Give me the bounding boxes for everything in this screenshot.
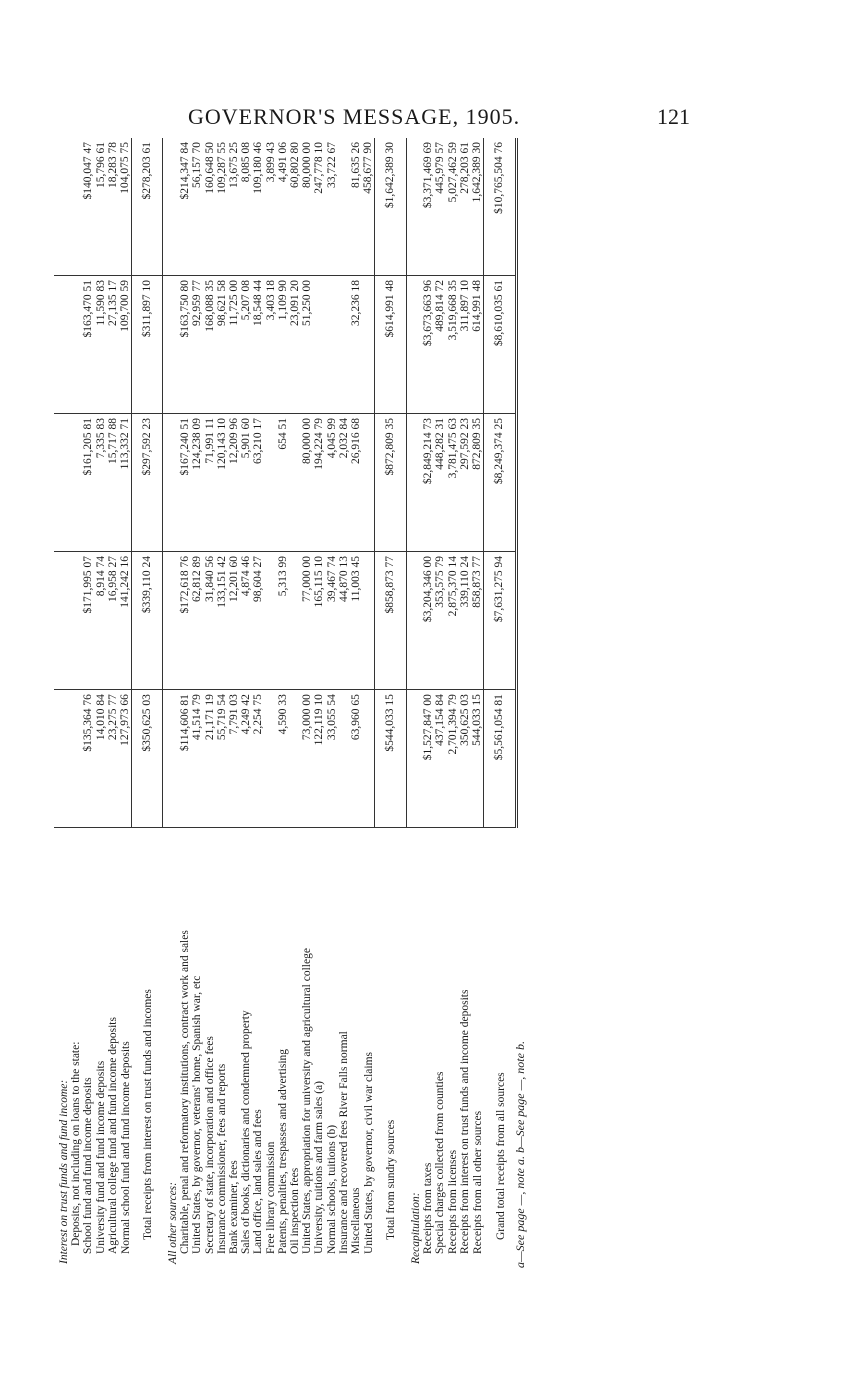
row-value: 56,157 70 — [191, 138, 203, 275]
row-value: 445,979 57 — [434, 138, 446, 275]
row-value: 3,519,668 35 — [447, 275, 459, 413]
row-label: Receipts from all other sources — [471, 1110, 484, 1254]
table-row — [119, 138, 132, 1268]
row-label: Receipts from licenses — [446, 1149, 459, 1254]
row-value: 350,625 03 — [459, 690, 471, 828]
row-value: $161,205 81 — [82, 414, 94, 552]
row-value: $214,347 84 — [179, 138, 191, 275]
row-value: 4,045 99 — [326, 414, 338, 552]
row-value: 124,238 09 — [191, 414, 203, 552]
table-row — [107, 138, 119, 1268]
row-value: 27,135 17 — [107, 275, 119, 413]
row-value: 41,514 79 — [191, 690, 203, 828]
table-row — [301, 138, 313, 1268]
total-value: $872,809 35 — [375, 414, 406, 552]
total-value: $8,610,035 61 — [484, 275, 516, 413]
row-value: 127,973 66 — [119, 690, 132, 828]
table-row — [289, 138, 301, 1268]
total-value: $10,765,504 76 — [484, 138, 516, 275]
row-value — [70, 414, 82, 552]
page-number: 121 — [657, 104, 690, 129]
row-value: 7,335 83 — [95, 414, 107, 552]
row-value: 3,899 43 — [265, 138, 277, 275]
row-value: 4,874 46 — [240, 552, 252, 690]
row-value: 11,725 00 — [228, 275, 240, 413]
row-value: 247,778 10 — [313, 138, 325, 275]
table-row — [277, 138, 289, 1268]
row-value: $135,364 76 — [82, 690, 94, 828]
row-value: 80,000 00 — [301, 138, 313, 275]
row-value: 2,032 84 — [338, 414, 350, 552]
table-row — [240, 138, 252, 1268]
table-row — [95, 138, 107, 1268]
empty-cell — [406, 552, 422, 690]
row-value: 160,648 50 — [204, 138, 216, 275]
table-row — [350, 138, 362, 1268]
row-value — [362, 552, 375, 690]
total-label: Total from sundry sources — [384, 1119, 397, 1240]
row-value: 4,491 06 — [277, 138, 289, 275]
row-value: 80,000 00 — [301, 414, 313, 552]
row-value: 278,203 61 — [459, 138, 471, 275]
row-label: Land office, land sales and fees — [252, 1109, 265, 1254]
table-row — [422, 138, 434, 1268]
row-value: 15,796 61 — [95, 138, 107, 275]
section-heading-row — [406, 138, 422, 1268]
row-value: 13,675 25 — [228, 138, 240, 275]
section-heading-row — [54, 138, 70, 1268]
row-value: 5,027,462 59 — [447, 138, 459, 275]
row-value: 7,791 03 — [228, 690, 240, 828]
row-value — [313, 275, 325, 413]
row-value — [362, 275, 375, 413]
row-label: Free library commission — [264, 1141, 277, 1254]
row-value: 18,548 44 — [252, 275, 264, 413]
row-value: 62,812 89 — [191, 552, 203, 690]
row-label: Normal school fund and fund income deposits — [119, 1041, 132, 1254]
row-value: 104,075 75 — [119, 138, 132, 275]
total-value: $1,642,389 30 — [375, 138, 406, 275]
row-value: 71,991 11 — [204, 414, 216, 552]
row-label: Miscellaneous — [349, 1187, 362, 1254]
row-value: 21,171 19 — [204, 690, 216, 828]
row-value — [289, 690, 301, 828]
row-value: 12,201 60 — [228, 552, 240, 690]
row-value: 2,254 75 — [252, 690, 264, 828]
row-value: 4,249 42 — [240, 690, 252, 828]
total-value: $858,873 77 — [375, 552, 406, 690]
row-value: 5,313 99 — [277, 552, 289, 690]
row-value: 194,224 79 — [313, 414, 325, 552]
row-value: $114,606 81 — [179, 690, 191, 828]
row-value: 14,010 84 — [95, 690, 107, 828]
row-value: 92,959 77 — [191, 275, 203, 413]
row-value: 55,719 54 — [216, 690, 228, 828]
total-value: $8,249,374 25 — [484, 414, 516, 552]
row-label: Insurance commissioner, fees and reports — [215, 1063, 228, 1254]
total-value: $614,991 48 — [375, 275, 406, 413]
row-label: Bank examiner, fees — [227, 1160, 240, 1254]
total-row — [375, 138, 406, 1268]
row-value: 3,403 18 — [265, 275, 277, 413]
row-value: 12,209 96 — [228, 414, 240, 552]
row-label: Sales of books, dictionaries and condemned property — [240, 1010, 253, 1254]
row-value: 448,282 31 — [434, 414, 446, 552]
row-label: Receipts from taxes — [422, 1162, 435, 1254]
row-value: 133,151 42 — [216, 552, 228, 690]
row-value: 60,802 80 — [289, 138, 301, 275]
row-value: 63,210 17 — [252, 414, 264, 552]
row-value: 5,207 08 — [240, 275, 252, 413]
row-value — [70, 690, 82, 828]
row-value: 109,700 59 — [119, 275, 132, 413]
row-value: 39,467 74 — [326, 552, 338, 690]
empty-cell — [54, 138, 70, 275]
table-row — [252, 138, 264, 1268]
row-label: Oil inspection fees — [288, 1167, 301, 1254]
running-title: GOVERNOR'S MESSAGE, 1905. — [188, 104, 521, 129]
table-row — [70, 138, 82, 1268]
row-value: $140,047 47 — [82, 138, 94, 275]
table-row — [326, 138, 338, 1268]
table-row — [191, 138, 203, 1268]
row-value: 165,115 10 — [313, 552, 325, 690]
row-value — [265, 414, 277, 552]
total-value: $278,203 61 — [132, 138, 163, 275]
table-row — [471, 138, 484, 1268]
total-row — [484, 138, 516, 1268]
table-row — [216, 138, 228, 1268]
row-value — [362, 414, 375, 552]
row-value: 51,250 00 — [301, 275, 313, 413]
row-value: 44,870 13 — [338, 552, 350, 690]
row-value: $163,750 80 — [179, 275, 191, 413]
section-heading: Recapitulation: — [410, 1192, 423, 1264]
row-value: 113,332 71 — [119, 414, 132, 552]
empty-cell — [163, 275, 179, 413]
section-heading-row — [163, 138, 179, 1268]
row-value: 11,590 83 — [95, 275, 107, 413]
table-row — [459, 138, 471, 1268]
total-row — [132, 138, 163, 1268]
row-value: 81,635 26 — [350, 138, 362, 275]
row-value: 33,055 54 — [326, 690, 338, 828]
row-value: 31,840 56 — [204, 552, 216, 690]
row-value: 614,991 48 — [471, 275, 484, 413]
table-row — [313, 138, 325, 1268]
row-value — [338, 138, 350, 275]
empty-cell — [406, 138, 422, 275]
row-value — [70, 552, 82, 690]
row-value — [362, 690, 375, 828]
receipts-table — [54, 138, 518, 1268]
empty-cell — [54, 414, 70, 552]
row-label: United States, by governor, civil war claims — [362, 1051, 375, 1254]
row-value — [338, 275, 350, 413]
row-value: 16,958 27 — [107, 552, 119, 690]
total-value: $350,625 03 — [132, 690, 163, 828]
row-value: $163,470 51 — [82, 275, 94, 413]
row-label: Insurance and recovered fees River Falls normal — [337, 1031, 350, 1254]
total-value: $544,033 15 — [375, 690, 406, 828]
row-value — [265, 690, 277, 828]
row-value: $2,849,214 73 — [422, 414, 434, 552]
row-value: 654 51 — [277, 414, 289, 552]
row-value: 23,275 77 — [107, 690, 119, 828]
row-value: 2,875,370 14 — [447, 552, 459, 690]
row-value: 18,283 78 — [107, 138, 119, 275]
row-value — [289, 552, 301, 690]
row-label: Normal schools, tuitions (b) — [325, 1124, 338, 1254]
rotated-receipts-table — [54, 138, 574, 1268]
row-value: $3,673,663 96 — [422, 275, 434, 413]
empty-cell — [406, 690, 422, 828]
row-value: 168,088 35 — [204, 275, 216, 413]
row-label: United States, appropriation for university and agricultural college — [301, 948, 314, 1254]
empty-cell — [54, 275, 70, 413]
table-row — [338, 138, 350, 1268]
total-value: $339,110 24 — [132, 552, 163, 690]
row-value: 297,592 23 — [459, 414, 471, 552]
row-label: Patents, penalties, trespasses and advertising — [276, 1048, 289, 1254]
row-value: 1,642,389 30 — [471, 138, 484, 275]
row-label: Secretary of state, incorporation and office fees — [203, 1036, 216, 1254]
row-value — [265, 552, 277, 690]
empty-cell — [163, 138, 179, 275]
row-label: Agricultural college fund and fund income deposits — [106, 1017, 119, 1254]
table-row — [228, 138, 240, 1268]
total-value: $311,897 10 — [132, 275, 163, 413]
row-value: 437,154 84 — [434, 690, 446, 828]
row-value: 77,000 00 — [301, 552, 313, 690]
row-value: 73,000 00 — [301, 690, 313, 828]
row-value: $172,618 76 — [179, 552, 191, 690]
row-value: 8,085 08 — [240, 138, 252, 275]
row-value: 872,809 35 — [471, 414, 484, 552]
row-value: $3,204,346 00 — [422, 552, 434, 690]
empty-cell — [163, 414, 179, 552]
row-value: 23,091 20 — [289, 275, 301, 413]
row-value: 311,897 10 — [459, 275, 471, 413]
row-value: 15,717 88 — [107, 414, 119, 552]
row-label: United States, by governor, veterans' home, Spanish war, etc — [191, 975, 204, 1254]
empty-cell — [54, 690, 70, 828]
section-heading: Interest on trust funds and fund income: — [58, 1079, 70, 1264]
total-value: $5,561,054 81 — [484, 690, 516, 828]
row-value: 858,873 77 — [471, 552, 484, 690]
table-row — [82, 138, 94, 1268]
row-value: 1,109 90 — [277, 275, 289, 413]
row-value: 339,110 24 — [459, 552, 471, 690]
row-value: $1,527,847 00 — [422, 690, 434, 828]
empty-cell — [406, 275, 422, 413]
empty-cell — [406, 414, 422, 552]
row-label: School fund and fund income deposits — [82, 1077, 95, 1254]
row-value — [289, 414, 301, 552]
empty-cell — [163, 690, 179, 828]
row-value: 8,914 74 — [95, 552, 107, 690]
row-value — [70, 138, 82, 275]
row-label: Receipts from interest on trust funds and income deposits — [458, 989, 471, 1254]
total-label: Grand total receipts from all sources — [494, 1072, 507, 1240]
table-row — [362, 138, 375, 1268]
row-value: 5,901 60 — [240, 414, 252, 552]
row-value: $171,995 07 — [82, 552, 94, 690]
row-value: 63,960 65 — [350, 690, 362, 828]
row-label: Charitable, penal and reformatory institutions, contract work and sales — [179, 930, 192, 1254]
row-value: 141,242 16 — [119, 552, 132, 690]
row-value: 2,701,394 79 — [447, 690, 459, 828]
row-value — [70, 275, 82, 413]
table-body — [54, 138, 516, 1268]
row-value — [326, 275, 338, 413]
row-value: $3,371,469 69 — [422, 138, 434, 275]
row-value — [338, 690, 350, 828]
footnote: a—See page —, note a. b—See page —, note b. — [513, 1041, 527, 1268]
row-label: University fund and fund income deposits — [94, 1060, 107, 1254]
row-value: 458,677 90 — [362, 138, 375, 275]
row-value: 32,236 18 — [350, 275, 362, 413]
row-label: Deposits, not including on loans to the state: — [70, 1041, 83, 1246]
row-value: 353,575 79 — [434, 552, 446, 690]
row-value: 98,621 58 — [216, 275, 228, 413]
total-label: Total receipts from interest on trust funds and incomes — [141, 989, 154, 1240]
row-value: $167,240 51 — [179, 414, 191, 552]
row-value: 33,722 67 — [326, 138, 338, 275]
table-row — [434, 138, 446, 1268]
row-value: 120,143 10 — [216, 414, 228, 552]
row-value: 98,604 27 — [252, 552, 264, 690]
empty-cell — [54, 552, 70, 690]
row-value: 122,119 10 — [313, 690, 325, 828]
table-row — [447, 138, 459, 1268]
row-label: University, tuitions and farm sales (a) — [313, 1081, 326, 1254]
row-value: 544,033 15 — [471, 690, 484, 828]
row-value: 4,590 33 — [277, 690, 289, 828]
total-value: $7,631,275 94 — [484, 552, 516, 690]
row-value: 11,003 45 — [350, 552, 362, 690]
row-value: 3,781,475 63 — [447, 414, 459, 552]
row-value: 109,287 55 — [216, 138, 228, 275]
row-value: 109,180 46 — [252, 138, 264, 275]
row-value: 26,916 68 — [350, 414, 362, 552]
table-row — [204, 138, 216, 1268]
row-label: Special charges collected from counties — [434, 1071, 447, 1254]
table-row — [265, 138, 277, 1268]
page-header — [0, 104, 844, 140]
table-row — [179, 138, 191, 1268]
section-heading: All other sources: — [166, 1182, 179, 1264]
total-value: $297,592 23 — [132, 414, 163, 552]
row-value: 489,814 72 — [434, 275, 446, 413]
empty-cell — [163, 552, 179, 690]
